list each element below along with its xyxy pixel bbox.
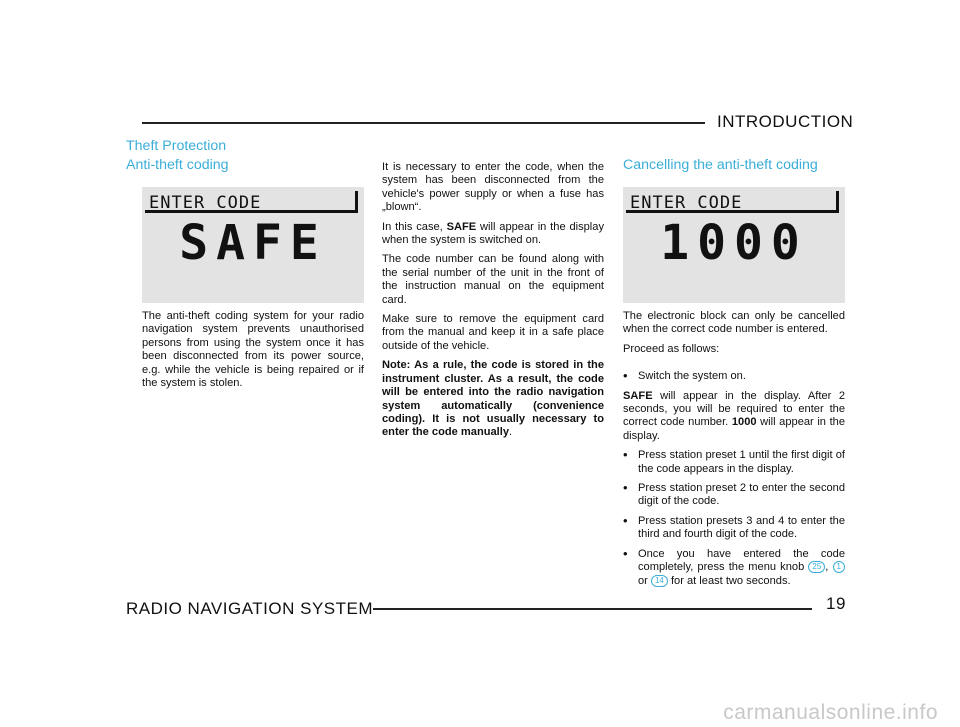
section-header: INTRODUCTION <box>717 112 854 131</box>
knob-ref-1: 1 <box>833 561 845 573</box>
footer-title: RADIO NAVIGATION SYSTEM <box>126 599 374 618</box>
middle-note: Note: As a rule, the code is stored in the instrument cluster. As a result, the code will be entered into the radio navigation system automatically (convenience coding). It is not usually necessary to enter the code manually. <box>382 359 604 439</box>
knob-ref-25: 25 <box>808 561 825 573</box>
middle-paragraph-4: Make sure to remove the equipment card from the manual and keep it in a safe place outside of the vehicle. <box>382 313 604 352</box>
display-big-text: SAFE <box>179 215 327 271</box>
display-1000 <box>623 187 845 303</box>
left-paragraph: The anti-theft coding system for your radio navigation system prevents unauthorised persons from using the system once it has been disconnected from its power source, e.g. while the vehicle is being repaired or if the system is stolen. <box>142 310 364 390</box>
right-column-text <box>623 310 845 594</box>
display-big-text: 1000 <box>660 215 808 271</box>
header-rule <box>142 122 705 124</box>
right-subtitle: Cancelling the anti-theft coding <box>623 157 818 173</box>
step-item: • Switch the system on. <box>623 370 845 383</box>
right-paragraph-3: SAFE will appear in the display. After 2 seconds, you will be required to enter the correct code number. 1000 will appear in the display. <box>623 389 845 442</box>
page-title: Theft Protection <box>126 138 227 154</box>
step-item: • Once you have entered the code completely, press the menu knob 25 , 1 or 14 for at least two seconds. <box>623 548 845 588</box>
display-safe <box>142 187 364 303</box>
knob-ref-14: 14 <box>651 575 668 587</box>
right-paragraph-1: The electronic block can only be cancelled when the correct code number is entered. <box>623 310 845 336</box>
display-top-text: ENTER CODE <box>630 193 743 213</box>
middle-paragraph-1: It is necessary to enter the code, when the system has been disconnected from the vehicle's power supply or when a fuse has „blown“. <box>382 161 604 214</box>
watermark: carmanualsonline.info <box>723 701 938 724</box>
display-top-frame <box>626 191 839 213</box>
middle-column-text <box>382 161 604 446</box>
step-item: • Press station presets 3 and 4 to enter the third and fourth digit of the code. <box>623 515 845 542</box>
steps-list-2 <box>623 449 845 588</box>
step-item: • Press station preset 1 until the first digit of the code appears in the display. <box>623 449 845 476</box>
page-number: 19 <box>826 594 846 613</box>
display-top-text: ENTER CODE <box>149 193 262 213</box>
step-item: • Press station preset 2 to enter the second digit of the code. <box>623 482 845 509</box>
middle-paragraph-2: In this case, SAFE will appear in the display when the system is switched on. <box>382 220 604 247</box>
left-subtitle: Anti-theft coding <box>126 157 229 173</box>
display-top-frame <box>145 191 358 213</box>
right-paragraph-2: Proceed as follows: <box>623 342 720 355</box>
footer-rule <box>373 608 812 610</box>
middle-paragraph-3: The code number can be found along with the serial number of the unit in the front of the instruction manual on the equipment card. <box>382 253 604 306</box>
left-column-text <box>142 310 364 396</box>
steps-list-1 <box>623 370 845 383</box>
